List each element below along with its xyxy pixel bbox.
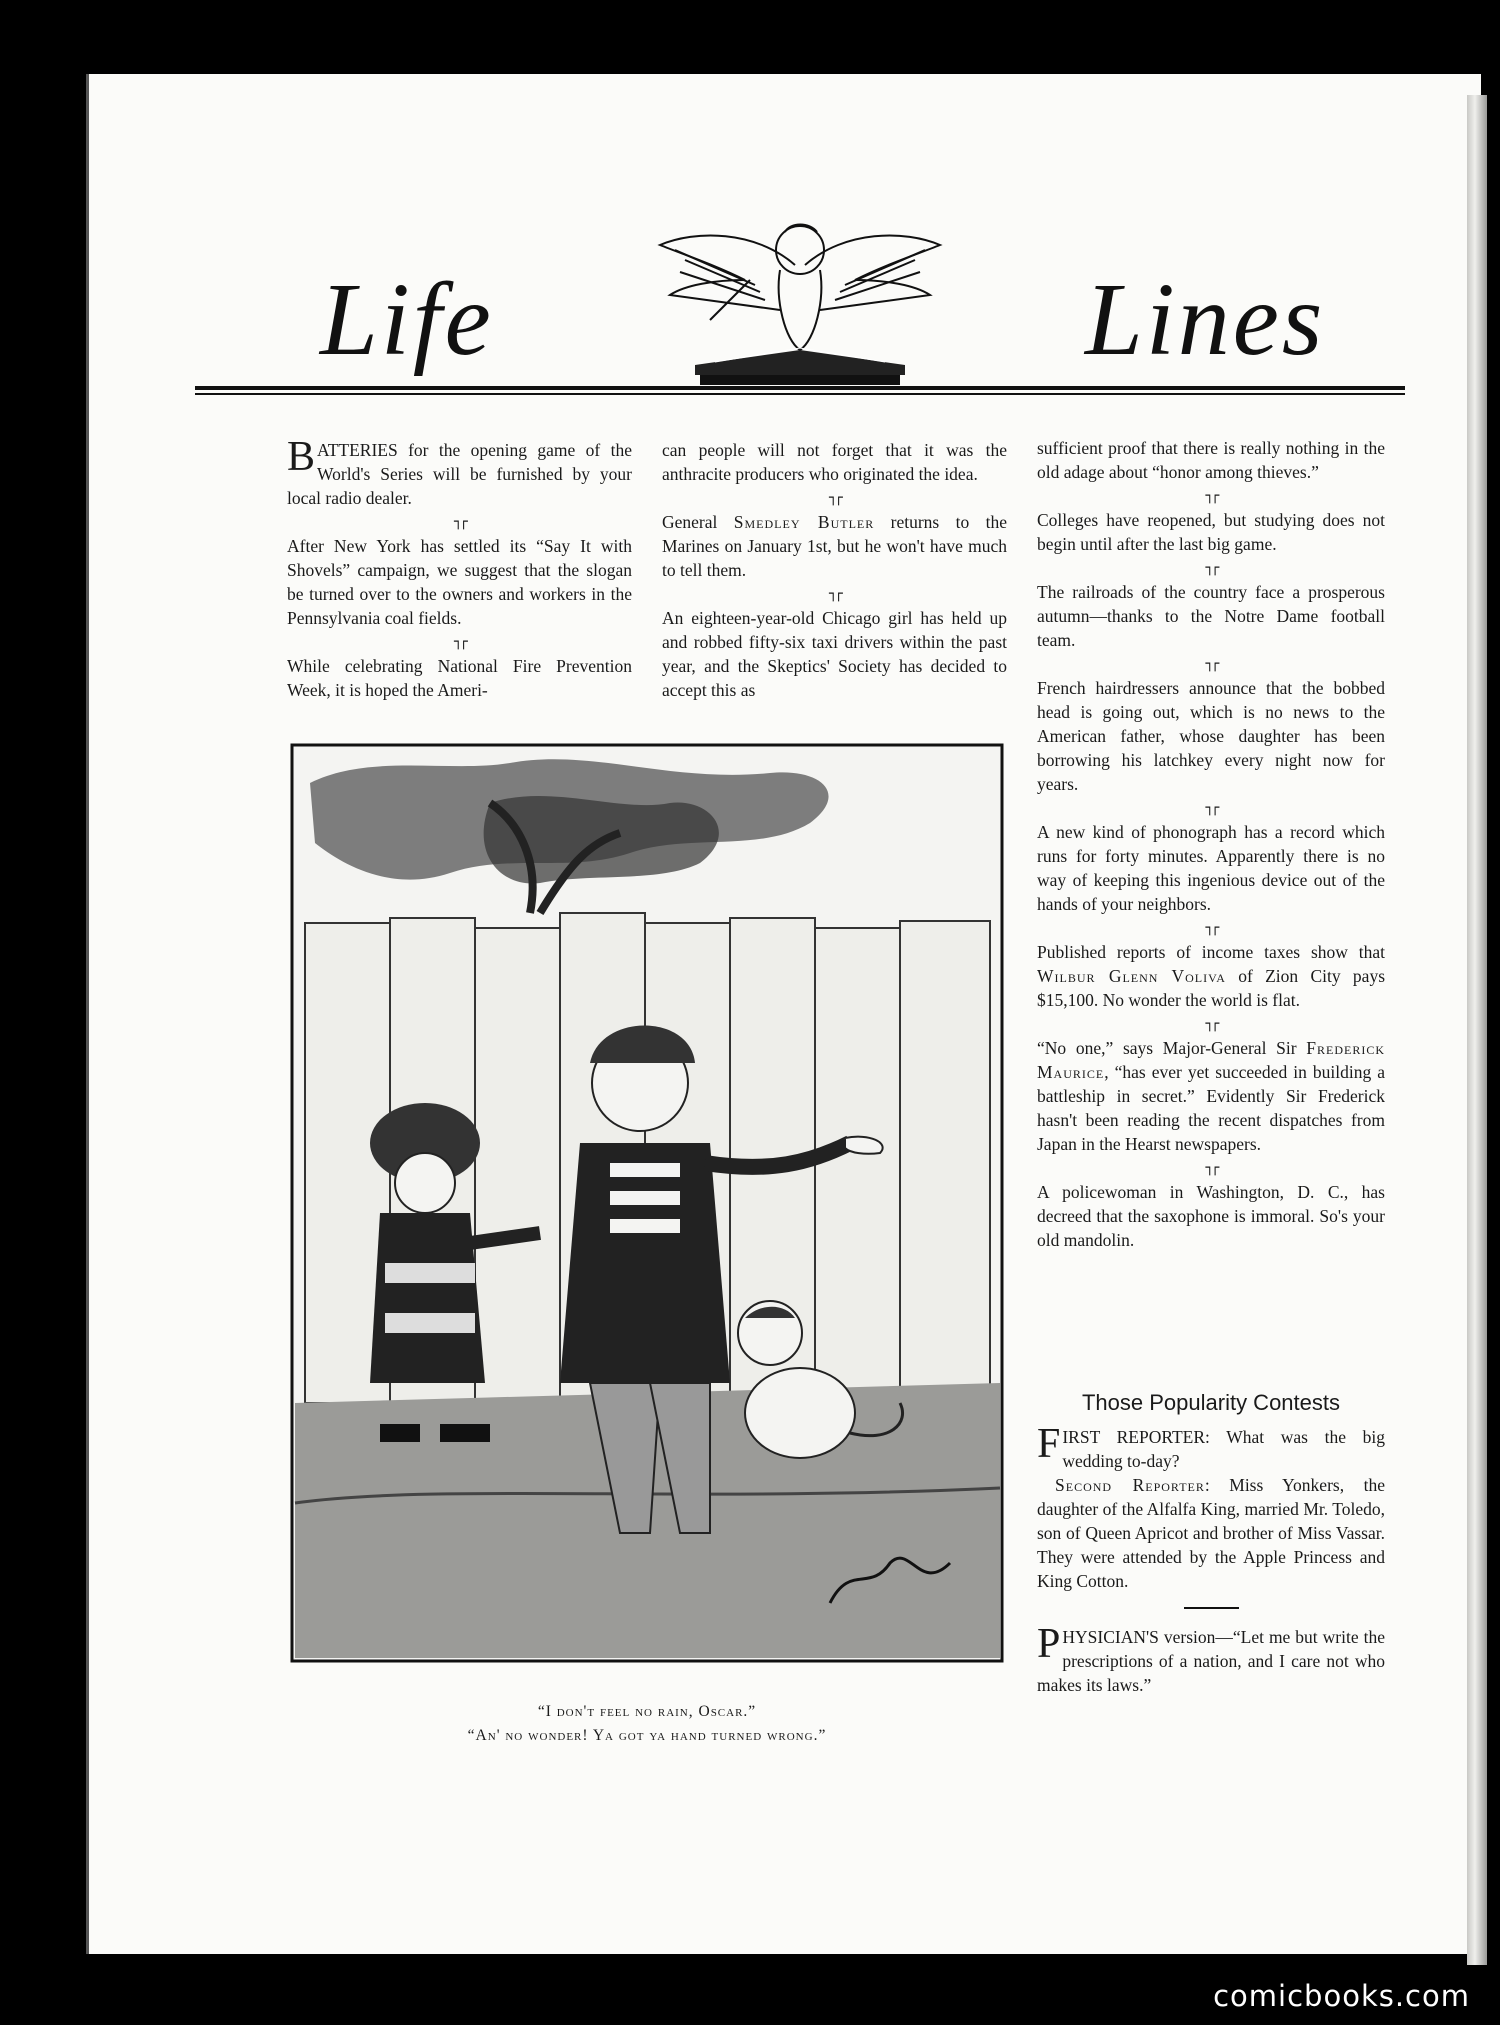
name-smallcaps: Smedley Butler <box>733 512 875 532</box>
paragraph: An eighteen-year-old Chicago girl has held up and robbed fifty-six taxi drivers within the past year, and the Skeptics' Society has decided to accept this as <box>662 608 1007 700</box>
separator-ornament: ┐┌ <box>454 514 465 530</box>
name-smallcaps: Frederick Maurice <box>1037 1038 1385 1082</box>
cartoon-illustration <box>290 743 1004 1663</box>
drop-cap: B <box>287 434 316 480</box>
paragraph: French hairdressers announce that the bobbed head is going out, which is no news to the American father, whose daughter has been borrowing his latchkey every night now for years. <box>1037 678 1385 794</box>
separator-ornament: ┐┌ <box>1205 656 1217 672</box>
paragraph: “No one,” says Major-General Sir Frederick Maurice, “has ever yet succeeded in building a battleship in secret.” Evidently Sir Frederick hasn't been reading the recent dispatches from Japan in the Hearst newspapers. <box>1037 1038 1385 1154</box>
separator-ornament: ┐┌ <box>1205 1160 1217 1176</box>
name-smallcaps: Wilbur Glenn Voliva <box>1037 966 1226 986</box>
paragraph: General Smedley Butler returns to the Marines on January 1st, but he won't have much to tell them. <box>662 512 1007 580</box>
separator-ornament: ┐┌ <box>829 490 840 506</box>
drop-cap: P <box>1037 1621 1061 1667</box>
paragraph: PHYSICIAN'S version—“Let me but write the prescriptions of a nation, and I care not who makes its laws.” <box>1037 1621 1385 1695</box>
paragraph: A policewoman in Washington, D. C., has decreed that the saxophone is immoral. So's your old mandolin. <box>1037 1182 1385 1250</box>
separator-ornament: ┐┌ <box>1205 1016 1217 1032</box>
paragraph: sufficient proof that there is really nothing in the old adage about “honor among thieves.” <box>1037 438 1385 482</box>
cartoon-caption <box>290 1700 1004 1748</box>
separator-ornament: ┐┌ <box>1205 920 1217 936</box>
masthead-life: Life <box>320 262 494 377</box>
cherub-illustration <box>655 210 945 385</box>
paragraph: The railroads of the country face a prosperous autumn—thanks to the Notre Dame football team. <box>1037 582 1385 650</box>
masthead-rule-thin <box>195 393 1405 395</box>
column-1 <box>287 434 632 702</box>
speaker-label: Second Reporter <box>1055 1475 1205 1495</box>
paragraph: While celebrating National Fire Prevention Week, it is hoped the Ameri- <box>287 656 632 700</box>
masthead-lines: Lines <box>1085 262 1326 377</box>
paragraph: After New York has settled its “Say It with Shovels” campaign, we suggest that the slogan be turned over to the owners and workers in the Pennsylvania coal fields. <box>287 536 632 628</box>
section-divider <box>1184 1607 1239 1609</box>
section-title: Those Popularity Contests <box>1081 1390 1341 1415</box>
watermark: comicbooks.com <box>1213 1979 1470 2013</box>
drop-cap: F <box>1037 1421 1061 1467</box>
paragraph: Second Reporter: Miss Yonkers, the daughter of the Alfalfa King, married Mr. Toledo, son of Queen Apricot and brother of Miss Vassar. They were attended by the Apple Princess and King Cotton. <box>1037 1475 1385 1591</box>
masthead-rule <box>195 386 1405 390</box>
separator-ornament: ┐┌ <box>454 634 465 650</box>
page-edge <box>1467 95 1487 1965</box>
paragraph: A new kind of phonograph has a record which runs for forty minutes. Apparently there is no way of keeping this ingenious device out of the hands of your neighbors. <box>1037 822 1385 914</box>
separator-ornament: ┐┌ <box>1205 488 1217 504</box>
separator-ornament: ┐┌ <box>1205 560 1217 576</box>
column-3 <box>1037 436 1385 1252</box>
paragraph: BATTERIES for the opening game of the World's Series will be furnished by your local radio dealer. <box>287 434 632 508</box>
paragraph: Published reports of income taxes show that Wilbur Glenn Voliva of Zion City pays $15,100. No wonder the world is flat. <box>1037 942 1386 1010</box>
popularity-section <box>1037 1421 1385 1697</box>
masthead <box>195 210 1405 400</box>
separator-ornament: ┐┌ <box>829 586 840 602</box>
separator-ornament: ┐┌ <box>1205 800 1217 816</box>
caption-line: “An' no wonder! Ya got ya hand turned wrong.” <box>467 1727 827 1744</box>
cartoon-drawing <box>290 743 1004 1663</box>
column-2 <box>662 438 1007 702</box>
paragraph: Colleges have reopened, but studying does not begin until after the last big game. <box>1037 510 1385 554</box>
paragraph: FIRST REPORTER: What was the big wedding to-day? <box>1037 1421 1385 1471</box>
paragraph: can people will not forget that it was the anthracite producers who originated the idea. <box>662 440 1007 484</box>
caption-line: “I don't feel no rain, Oscar.” <box>537 1703 757 1720</box>
